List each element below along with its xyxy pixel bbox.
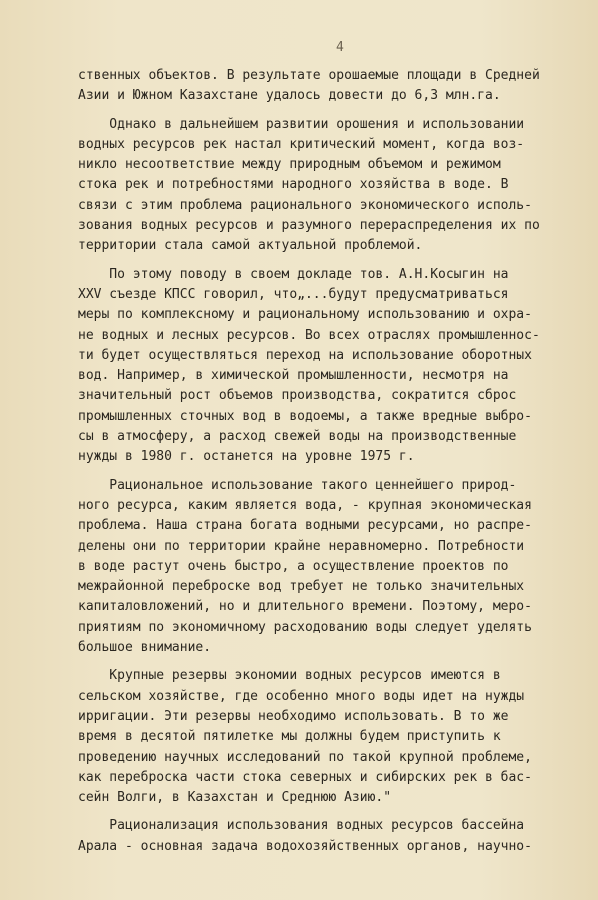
text-line: ного ресурса, каким является вода, - крупная экономическая [78,497,532,513]
paragraph-gap [78,468,598,476]
text-line: большое внимание. [78,640,212,656]
text-line: нужды в 1980 г. останется на уровне 1975 г. [78,449,415,465]
text-line: в воде растут очень быстро, а осуществление проектов по [78,558,509,574]
paragraph [78,265,598,468]
text-line: значительный рост объемов производства, сократится сброс [78,388,517,404]
text-line: связи с этим проблема рационального экономического исполь- [78,197,532,213]
text-line: территории стала самой актуальной проблемой. [78,238,423,254]
paragraph-gap [78,257,598,265]
text-line: По этому поводу в своем докладе тов. А.Н.Косыгин на [78,266,509,282]
text-line: Азии и Южном Казахстане удалось довести до 6,3 млн.га. [78,88,501,104]
text-line: вод. Например, в химической промышленности, несмотря на [78,368,509,384]
paragraph [78,115,598,257]
page-number: 4 [336,40,344,55]
text-line: зования водных ресурсов и разумного перераспределения их по [78,218,540,234]
paragraph [78,66,598,107]
text-line: сы в атмосферу, а расход свежей воды на производственные [78,429,517,445]
text-line: время в десятой пятилетке мы должны будем приступить к [78,729,501,745]
text-line: капиталовложений, но и длительного времени. Поэтому, меро- [78,599,532,615]
text-line: промышленных сточных вод в водоемы, а также вредные выбро- [78,408,532,424]
paragraph-gap [78,107,598,115]
paragraph [78,666,598,808]
text-line: сельском хозяйстве, где особенно много воды идет на нужды [78,688,525,704]
paragraph [78,816,598,857]
text-line: ти будет осуществляться переход на использование оборотных [78,347,532,363]
text-line: ирригации. Эти резервы необходимо использовать. В то же [78,708,509,724]
text-line: не водных и лесных ресурсов. Во всех отраслях промышленнос- [78,327,540,343]
text-line: никло несоответствие между природным объемом и режимом [78,157,501,173]
text-line: как переброска части стока северных и сибирских рек в бас- [78,769,532,785]
text-line: приятиям по экономичному расходованию воды следует уделять [78,619,532,635]
text-line: Однако в дальнейшем развитии орошения и использовании [78,116,525,132]
text-line: Арала - основная задача водохозяйственных органов, научно- [78,838,532,854]
text-line: делены они по территории крайне неравномерно. Потребности [78,538,525,554]
document-body [78,66,598,857]
text-line: проблема. Наша страна богата водными ресурсами, но распре- [78,518,532,534]
text-line: стока рек и потребностями народного хозяйства в воде. В [78,177,509,193]
text-line: проведению научных исследований по такой крупной проблеме, [78,749,532,765]
paragraph-gap [78,808,598,816]
text-line: водных ресурсов рек настал критический момент, когда воз- [78,136,525,152]
text-line: сейн Волги, в Казахстан и Среднюю Азию." [78,790,392,806]
paragraph-gap [78,658,598,666]
text-line: Рациональное использование такого ценнейшего природ- [78,477,517,493]
text-line: Крупные резервы экономии водных ресурсов имеются в [78,668,501,684]
text-line: меры по комплексному и рациональному использованию и охра- [78,307,532,323]
paragraph [78,476,598,659]
text-line: XXV съезде КПСС говорил, что„...будут предусматриваться [78,286,509,302]
text-line: межрайонной переброске вод требует не только значительных [78,579,525,595]
text-line: ственных объектов. В результате орошаемые площади в Средней [78,68,540,83]
text-line: Рационализация использования водных ресурсов бассейна [78,818,525,834]
